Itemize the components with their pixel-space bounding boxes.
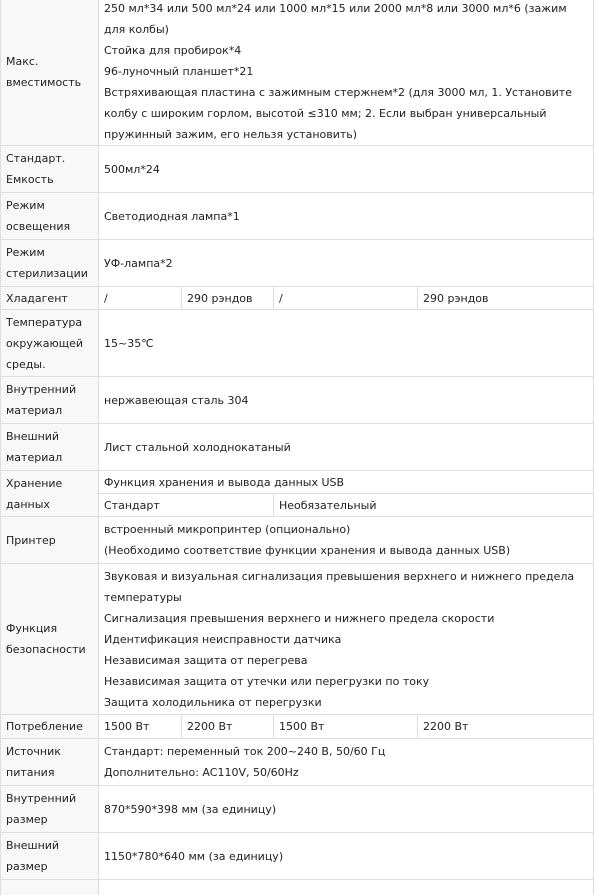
safety-line: Защита холодильника от перегрузки	[104, 695, 322, 709]
power-cell: 1500 Вт	[99, 715, 182, 739]
label-printer: Принтер	[1, 517, 99, 564]
power-cell: 2200 Вт	[182, 715, 274, 739]
label-outer-size: Внешний размер	[1, 833, 99, 880]
supply-line: Дополнительно: AC110V, 50/60Hz	[104, 766, 299, 779]
row-lighting	[1, 193, 594, 240]
label-data-storage: Хранение данных	[1, 471, 99, 517]
label-inner-material: Внутренний материал	[1, 377, 99, 424]
printer-line: встроенный микропринтер (опционально)	[104, 523, 351, 536]
row-safety	[1, 564, 594, 715]
row-power-supply	[1, 739, 594, 786]
label-sterilization: Режим стерилизации	[1, 240, 99, 287]
value-data-storage-header: Функция хранения и вывода данных USB	[99, 471, 594, 494]
safety-line: Звуковая и визуальная сигнализация превышения верхнего и нижнего предела температуры	[104, 569, 575, 604]
value-safety	[99, 564, 594, 715]
label-lighting: Режим освещения	[1, 193, 99, 240]
refrigerant-cell: /	[99, 287, 182, 310]
printer-line: (Необходимо соответствие функции хранения и вывода данных USB)	[104, 544, 511, 557]
value-outer-material: Лист стальной холоднокатаный	[99, 424, 594, 471]
capacity-line: Встряхивающая пластина с зажимным стержнем*2 (для 3000 мл, 1. Установите колбу с широким горлом, высотой ≤310 мм; 2. Если выбран универсальный пружинный зажим, его нельзя установить)	[104, 86, 572, 141]
value-max-capacity	[99, 0, 594, 146]
value-power-supply	[99, 739, 594, 786]
value-printer	[99, 517, 594, 564]
value-lighting: Светодиодная лампа*1	[99, 193, 594, 240]
row-outer-size	[1, 833, 594, 880]
row-sterilization	[1, 240, 594, 287]
storage-standard: Стандарт	[99, 494, 274, 517]
refrigerant-cell: /	[274, 287, 418, 310]
label-next-partial	[1, 880, 99, 895]
value-inner-material: нержавеющая сталь 304	[99, 377, 594, 424]
row-inner-size	[1, 786, 594, 833]
row-max-capacity	[1, 0, 594, 146]
label-refrigerant: Хладагент	[1, 287, 99, 310]
label-ambient-temp: Температура окружающей среды.	[1, 310, 99, 377]
row-next-partial	[1, 880, 594, 895]
safety-line: Независимая защита от перегрева	[104, 653, 308, 667]
storage-optional: Необязательный	[274, 494, 594, 517]
row-power	[1, 715, 594, 739]
supply-line: Стандарт: переменный ток 200~240 В, 50/60 Гц	[104, 745, 386, 758]
label-std-capacity: Стандарт. Емкость	[1, 146, 99, 193]
row-refrigerant	[1, 287, 594, 310]
label-safety: Функция безопасности	[1, 564, 99, 715]
label-max-capacity: Макс. вместимость	[1, 0, 99, 146]
refrigerant-cell: 290 рэндов	[418, 287, 594, 310]
safety-line: Сигнализация превышения верхнего и нижнего предела скорости	[104, 611, 495, 625]
label-outer-material: Внешний материал	[1, 424, 99, 471]
label-power: Потребление	[1, 715, 99, 739]
value-std-capacity: 500мл*24	[99, 146, 594, 193]
safety-line: Идентификация неисправности датчика	[104, 632, 342, 646]
capacity-line: 96-луночный планшет*21	[104, 65, 254, 78]
row-outer-material	[1, 424, 594, 471]
row-printer	[1, 517, 594, 564]
capacity-line: Стойка для пробирок*4	[104, 44, 242, 57]
value-inner-size: 870*590*398 мм (за единицу)	[99, 786, 594, 833]
value-next-partial	[99, 880, 594, 895]
refrigerant-cell: 290 рэндов	[182, 287, 274, 310]
row-inner-material	[1, 377, 594, 424]
label-inner-size: Внутренний размер	[1, 786, 99, 833]
label-power-supply: Источник питания	[1, 739, 99, 786]
row-data-storage-header	[1, 471, 594, 494]
capacity-line: 250 мл*34 или 500 мл*24 или 1000 мл*15 или 2000 мл*8 или 3000 мл*6 (зажим для колбы)	[104, 2, 567, 36]
safety-line: Независимая защита от утечки или перегрузки по току	[104, 674, 430, 688]
value-ambient-temp: 15~35℃	[99, 310, 594, 377]
row-std-capacity	[1, 146, 594, 193]
value-sterilization: УФ-лампа*2	[99, 240, 594, 287]
power-cell: 1500 Вт	[274, 715, 418, 739]
row-ambient-temp	[1, 310, 594, 377]
value-outer-size: 1150*780*640 мм (за единицу)	[99, 833, 594, 880]
power-cell: 2200 Вт	[418, 715, 594, 739]
